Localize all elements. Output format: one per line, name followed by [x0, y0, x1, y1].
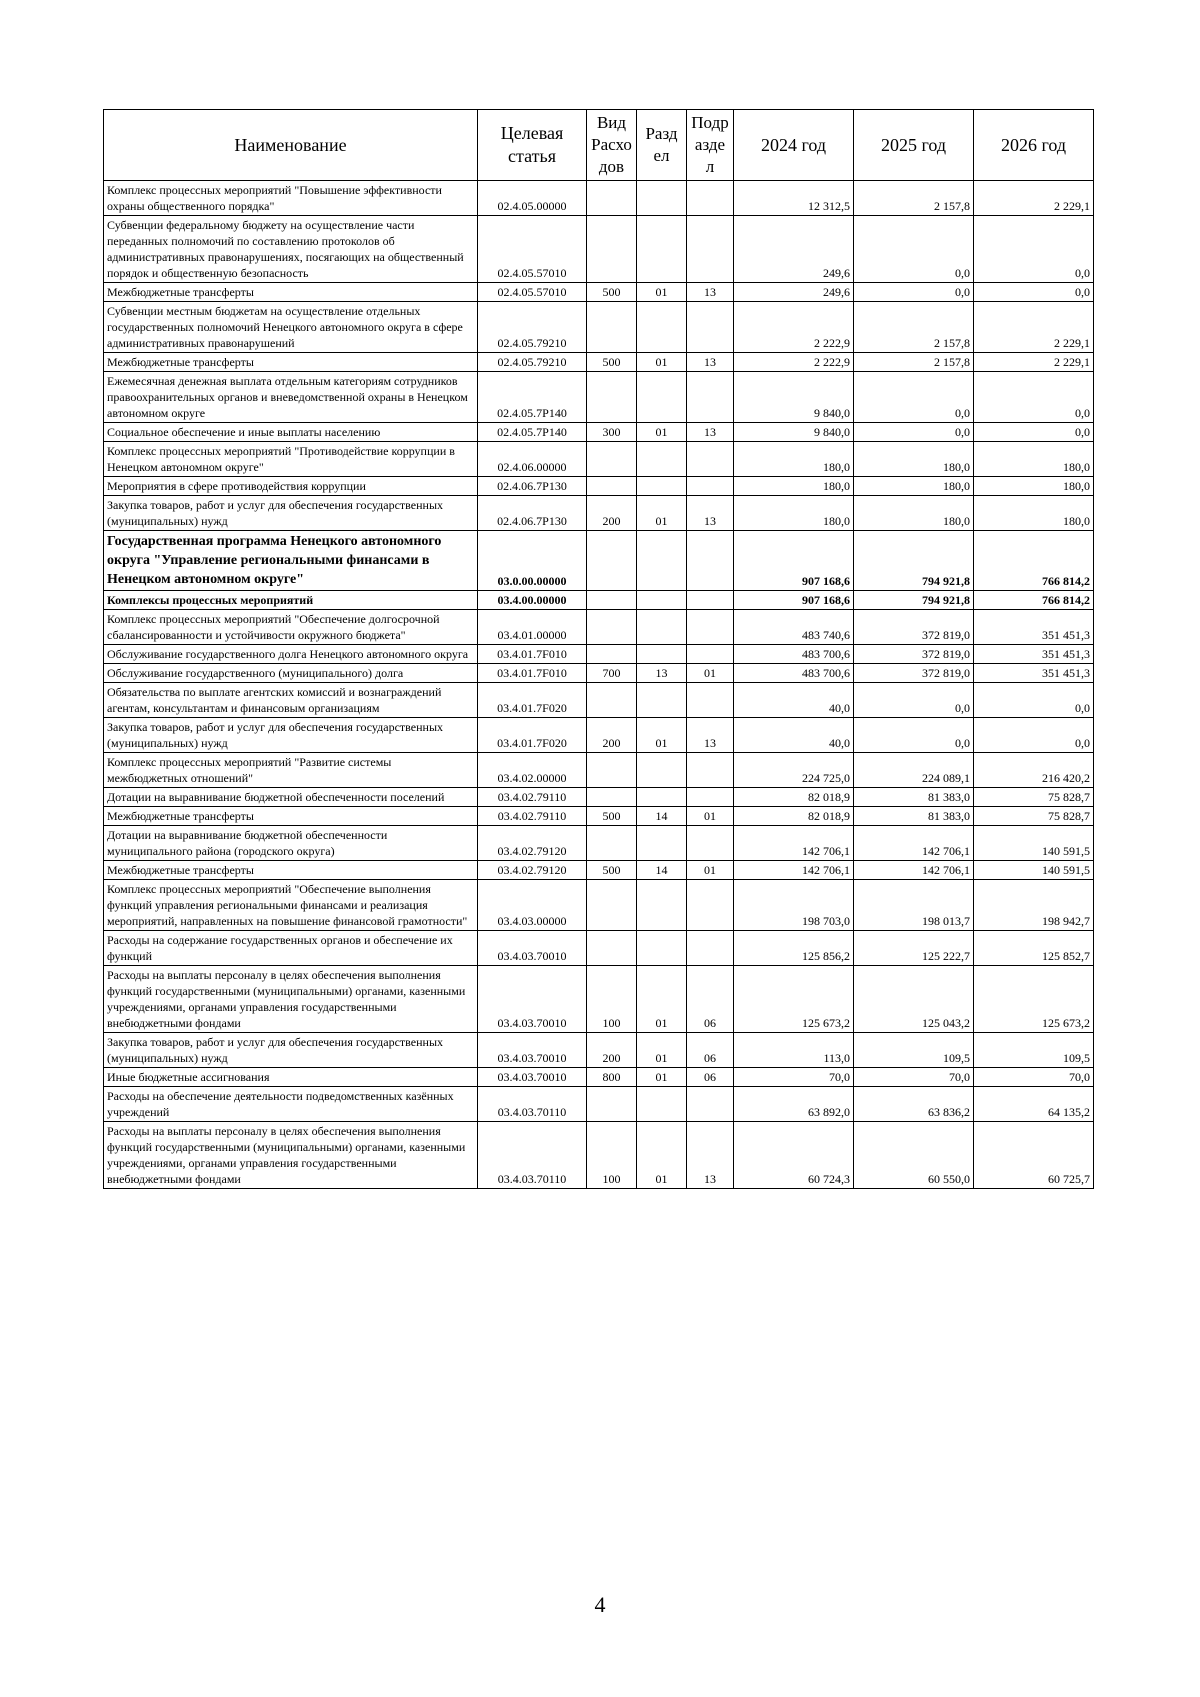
cell-kind [587, 645, 637, 664]
cell-subsection [687, 683, 734, 718]
cell-section [637, 591, 687, 610]
cell-name: Иные бюджетные ассигнования [104, 1068, 478, 1087]
cell-2025: 794 921,8 [854, 531, 974, 591]
table-row [104, 1087, 1094, 1122]
table-row [104, 372, 1094, 423]
table-row [104, 610, 1094, 645]
cell-name: Дотации на выравнивание бюджетной обеспеченности муниципального района (городского округа) [104, 826, 478, 861]
cell-kind: 500 [587, 861, 637, 880]
cell-2026: 351 451,3 [974, 664, 1094, 683]
cell-kind: 500 [587, 283, 637, 302]
cell-2025: 372 819,0 [854, 664, 974, 683]
cell-2024: 40,0 [734, 683, 854, 718]
cell-2024: 82 018,9 [734, 788, 854, 807]
cell-subsection: 13 [687, 1122, 734, 1189]
cell-section [637, 1087, 687, 1122]
cell-2025: 198 013,7 [854, 880, 974, 931]
cell-target: 02.4.05.00000 [478, 181, 587, 216]
cell-subsection: 13 [687, 353, 734, 372]
cell-2024: 125 673,2 [734, 966, 854, 1033]
cell-section [637, 181, 687, 216]
cell-2026: 180,0 [974, 442, 1094, 477]
cell-kind [587, 181, 637, 216]
cell-subsection: 06 [687, 1068, 734, 1087]
cell-target: 02.4.05.79210 [478, 302, 587, 353]
cell-2026: 2 229,1 [974, 353, 1094, 372]
cell-2025: 2 157,8 [854, 353, 974, 372]
cell-2024: 70,0 [734, 1068, 854, 1087]
cell-subsection: 13 [687, 496, 734, 531]
table-row [104, 931, 1094, 966]
cell-section: 01 [637, 1068, 687, 1087]
cell-2024: 907 168,6 [734, 531, 854, 591]
cell-2026: 60 725,7 [974, 1122, 1094, 1189]
cell-2025: 0,0 [854, 216, 974, 283]
cell-kind [587, 610, 637, 645]
cell-2024: 2 222,9 [734, 353, 854, 372]
cell-kind [587, 880, 637, 931]
cell-target: 03.4.03.70110 [478, 1087, 587, 1122]
budget-table [103, 109, 1094, 1189]
cell-2025: 142 706,1 [854, 861, 974, 880]
cell-2024: 60 724,3 [734, 1122, 854, 1189]
cell-2024: 483 700,6 [734, 645, 854, 664]
cell-subsection [687, 788, 734, 807]
cell-2025: 2 157,8 [854, 181, 974, 216]
cell-2025: 109,5 [854, 1033, 974, 1068]
cell-kind: 200 [587, 718, 637, 753]
table-row [104, 880, 1094, 931]
cell-2024: 907 168,6 [734, 591, 854, 610]
cell-subsection [687, 1087, 734, 1122]
cell-section [637, 372, 687, 423]
cell-2024: 9 840,0 [734, 423, 854, 442]
table-row [104, 216, 1094, 283]
cell-name: Закупка товаров, работ и услуг для обеспечения государственных (муниципальных) нужд [104, 496, 478, 531]
cell-2025: 81 383,0 [854, 807, 974, 826]
cell-2025: 180,0 [854, 496, 974, 531]
cell-name: Расходы на выплаты персоналу в целях обеспечения выполнения функций государственными (муниципальными) органами, казенными учреждениями, органами управления государственными внебюджетными фондами [104, 1122, 478, 1189]
cell-name: Комплексы процессных мероприятий [104, 591, 478, 610]
table-row [104, 753, 1094, 788]
cell-section [637, 610, 687, 645]
cell-name: Комплекс процессных мероприятий "Развитие системы межбюджетных отношений" [104, 753, 478, 788]
cell-name: Обслуживание государственного (муниципального) долга [104, 664, 478, 683]
table-row [104, 531, 1094, 591]
cell-section [637, 826, 687, 861]
header-2024: 2024 год [734, 110, 854, 181]
cell-name: Обслуживание государственного долга Ненецкого автономного округа [104, 645, 478, 664]
cell-2026: 766 814,2 [974, 531, 1094, 591]
cell-2026: 109,5 [974, 1033, 1094, 1068]
cell-section [637, 302, 687, 353]
cell-2024: 180,0 [734, 496, 854, 531]
cell-section [637, 931, 687, 966]
cell-subsection: 13 [687, 718, 734, 753]
cell-2025: 63 836,2 [854, 1087, 974, 1122]
cell-subsection [687, 442, 734, 477]
cell-subsection [687, 477, 734, 496]
cell-name: Межбюджетные трансферты [104, 283, 478, 302]
cell-2026: 180,0 [974, 496, 1094, 531]
cell-2024: 249,6 [734, 283, 854, 302]
cell-2024: 9 840,0 [734, 372, 854, 423]
cell-kind: 500 [587, 353, 637, 372]
cell-kind [587, 683, 637, 718]
cell-name: Обязательства по выплате агентских комиссий и вознаграждений агентам, консультантам и финансовым организациям [104, 683, 478, 718]
header-2025: 2025 год [854, 110, 974, 181]
cell-section: 14 [637, 861, 687, 880]
cell-name: Межбюджетные трансферты [104, 861, 478, 880]
cell-2025: 70,0 [854, 1068, 974, 1087]
cell-name: Государственная программа Ненецкого автономного округа "Управление региональными финансами в Ненецком автономном округе" [104, 531, 478, 591]
cell-kind [587, 442, 637, 477]
cell-2024: 249,6 [734, 216, 854, 283]
cell-section [637, 531, 687, 591]
cell-target: 03.4.02.79110 [478, 788, 587, 807]
cell-target: 03.4.03.70010 [478, 1068, 587, 1087]
cell-target: 03.4.01.7F010 [478, 664, 587, 683]
cell-2026: 70,0 [974, 1068, 1094, 1087]
cell-target: 03.4.02.79120 [478, 826, 587, 861]
cell-2026: 0,0 [974, 423, 1094, 442]
table-row [104, 718, 1094, 753]
cell-subsection [687, 591, 734, 610]
cell-2024: 483 740,6 [734, 610, 854, 645]
table-row [104, 861, 1094, 880]
cell-target: 02.4.05.79210 [478, 353, 587, 372]
cell-2024: 180,0 [734, 477, 854, 496]
cell-2026: 0,0 [974, 283, 1094, 302]
cell-target: 02.4.06.7P130 [478, 477, 587, 496]
cell-subsection: 13 [687, 283, 734, 302]
table-row [104, 1068, 1094, 1087]
cell-2026: 75 828,7 [974, 807, 1094, 826]
cell-2025: 372 819,0 [854, 610, 974, 645]
table-body [104, 181, 1094, 1189]
cell-section: 01 [637, 1122, 687, 1189]
table-row [104, 966, 1094, 1033]
cell-subsection: 01 [687, 861, 734, 880]
cell-subsection [687, 753, 734, 788]
cell-2026: 0,0 [974, 683, 1094, 718]
cell-target: 03.4.02.79110 [478, 807, 587, 826]
cell-2026: 0,0 [974, 372, 1094, 423]
cell-subsection: 01 [687, 664, 734, 683]
cell-name: Мероприятия в сфере противодействия коррупции [104, 477, 478, 496]
cell-2025: 180,0 [854, 477, 974, 496]
cell-subsection [687, 931, 734, 966]
cell-2025: 142 706,1 [854, 826, 974, 861]
cell-name: Субвенции местным бюджетам на осуществление отдельных государственных полномочий Ненецкого автономного округа в сфере административных правонарушений [104, 302, 478, 353]
table-row [104, 423, 1094, 442]
cell-2026: 140 591,5 [974, 826, 1094, 861]
cell-name: Субвенции федеральному бюджету на осуществление части переданных полномочий по составлению протоколов об административных правонарушениях, посягающих на общественный порядок и общественную безопасность [104, 216, 478, 283]
table-row [104, 788, 1094, 807]
cell-name: Дотации на выравнивание бюджетной обеспеченности поселений [104, 788, 478, 807]
cell-2024: 180,0 [734, 442, 854, 477]
cell-subsection: 13 [687, 423, 734, 442]
cell-2024: 63 892,0 [734, 1087, 854, 1122]
table-row [104, 283, 1094, 302]
table-row [104, 664, 1094, 683]
cell-subsection [687, 216, 734, 283]
cell-2025: 372 819,0 [854, 645, 974, 664]
cell-section [637, 216, 687, 283]
cell-section [637, 753, 687, 788]
table-row [104, 591, 1094, 610]
cell-2026: 125 673,2 [974, 966, 1094, 1033]
cell-target: 02.4.05.7P140 [478, 372, 587, 423]
cell-kind: 100 [587, 966, 637, 1033]
cell-subsection [687, 531, 734, 591]
cell-2025: 0,0 [854, 283, 974, 302]
cell-target: 03.4.01.00000 [478, 610, 587, 645]
table-row [104, 302, 1094, 353]
cell-2025: 0,0 [854, 718, 974, 753]
cell-2025: 0,0 [854, 423, 974, 442]
cell-kind [587, 591, 637, 610]
cell-target: 02.4.05.7P140 [478, 423, 587, 442]
cell-target: 03.4.02.79120 [478, 861, 587, 880]
cell-subsection [687, 181, 734, 216]
cell-section: 01 [637, 966, 687, 1033]
cell-subsection: 06 [687, 1033, 734, 1068]
cell-2026: 125 852,7 [974, 931, 1094, 966]
cell-kind: 500 [587, 807, 637, 826]
cell-section [637, 880, 687, 931]
table-row [104, 826, 1094, 861]
cell-subsection [687, 880, 734, 931]
cell-2026: 140 591,5 [974, 861, 1094, 880]
header-target: Целевая статья [478, 110, 587, 181]
cell-kind: 100 [587, 1122, 637, 1189]
cell-section [637, 683, 687, 718]
cell-name: Социальное обеспечение и иные выплаты населению [104, 423, 478, 442]
table-row [104, 496, 1094, 531]
cell-2026: 2 229,1 [974, 181, 1094, 216]
cell-section: 01 [637, 283, 687, 302]
cell-target: 03.4.03.00000 [478, 880, 587, 931]
cell-subsection [687, 302, 734, 353]
cell-subsection [687, 372, 734, 423]
cell-section: 01 [637, 1033, 687, 1068]
cell-2025: 125 043,2 [854, 966, 974, 1033]
cell-2026: 351 451,3 [974, 645, 1094, 664]
table-row [104, 442, 1094, 477]
cell-kind [587, 531, 637, 591]
cell-section: 01 [637, 423, 687, 442]
cell-name: Закупка товаров, работ и услуг для обеспечения государственных (муниципальных) нужд [104, 1033, 478, 1068]
cell-2026: 2 229,1 [974, 302, 1094, 353]
cell-target: 02.4.05.57010 [478, 283, 587, 302]
cell-kind [587, 216, 637, 283]
cell-kind [587, 788, 637, 807]
header-2026: 2026 год [974, 110, 1094, 181]
cell-2026: 216 420,2 [974, 753, 1094, 788]
cell-2026: 75 828,7 [974, 788, 1094, 807]
cell-target: 03.4.02.00000 [478, 753, 587, 788]
cell-2024: 125 856,2 [734, 931, 854, 966]
cell-2026: 180,0 [974, 477, 1094, 496]
cell-kind: 200 [587, 1033, 637, 1068]
cell-target: 02.4.06.00000 [478, 442, 587, 477]
cell-target: 03.4.01.7F010 [478, 645, 587, 664]
cell-section: 01 [637, 718, 687, 753]
header-kind: Вид Расхо дов [587, 110, 637, 181]
cell-2025: 224 089,1 [854, 753, 974, 788]
cell-name: Комплекс процессных мероприятий "Обеспечение выполнения функций управления региональными финансами и реализация мероприятий, направленных на повышение финансовой грамотности" [104, 880, 478, 931]
cell-target: 03.0.00.00000 [478, 531, 587, 591]
cell-name: Закупка товаров, работ и услуг для обеспечения государственных (муниципальных) нужд [104, 718, 478, 753]
cell-2024: 483 700,6 [734, 664, 854, 683]
cell-kind [587, 1087, 637, 1122]
cell-2026: 766 814,2 [974, 591, 1094, 610]
cell-target: 03.4.00.00000 [478, 591, 587, 610]
cell-2026: 198 942,7 [974, 880, 1094, 931]
cell-2025: 125 222,7 [854, 931, 974, 966]
cell-2026: 351 451,3 [974, 610, 1094, 645]
table-row [104, 181, 1094, 216]
cell-kind [587, 477, 637, 496]
cell-name: Межбюджетные трансферты [104, 807, 478, 826]
cell-name: Расходы на обеспечение деятельности подведомственных казённых учреждений [104, 1087, 478, 1122]
cell-kind [587, 372, 637, 423]
cell-2025: 81 383,0 [854, 788, 974, 807]
cell-target: 03.4.03.70110 [478, 1122, 587, 1189]
cell-name: Ежемесячная денежная выплата отдельным категориям сотрудников правоохранительных органов и вневедомственной охраны в Ненецком автономном округе [104, 372, 478, 423]
cell-2024: 224 725,0 [734, 753, 854, 788]
cell-target: 03.4.01.7F020 [478, 718, 587, 753]
cell-name: Комплекс процессных мероприятий "Повышение эффективности охраны общественного порядка" [104, 181, 478, 216]
cell-2024: 82 018,9 [734, 807, 854, 826]
table-row [104, 1033, 1094, 1068]
cell-2025: 794 921,8 [854, 591, 974, 610]
cell-2024: 198 703,0 [734, 880, 854, 931]
cell-target: 02.4.06.7P130 [478, 496, 587, 531]
cell-2024: 2 222,9 [734, 302, 854, 353]
cell-2024: 142 706,1 [734, 861, 854, 880]
cell-2024: 113,0 [734, 1033, 854, 1068]
page-number: 4 [594, 1592, 606, 1617]
cell-kind [587, 302, 637, 353]
cell-kind [587, 826, 637, 861]
table-row [104, 477, 1094, 496]
table-row [104, 353, 1094, 372]
cell-section [637, 442, 687, 477]
cell-2025: 0,0 [854, 683, 974, 718]
header-name: Наименование [104, 110, 478, 181]
cell-2024: 12 312,5 [734, 181, 854, 216]
cell-section: 14 [637, 807, 687, 826]
table-row [104, 807, 1094, 826]
cell-subsection [687, 826, 734, 861]
cell-section: 01 [637, 496, 687, 531]
cell-section [637, 477, 687, 496]
table-row [104, 1122, 1094, 1189]
cell-section: 01 [637, 353, 687, 372]
cell-2025: 180,0 [854, 442, 974, 477]
cell-kind: 700 [587, 664, 637, 683]
header-row [104, 110, 1094, 181]
cell-kind: 200 [587, 496, 637, 531]
cell-name: Расходы на выплаты персоналу в целях обеспечения выполнения функций государственными (муниципальными) органами, казенными учреждениями, органами управления государственными внебюджетными фондами [104, 966, 478, 1033]
cell-kind: 800 [587, 1068, 637, 1087]
cell-name: Расходы на содержание государственных органов и обеспечение их функций [104, 931, 478, 966]
cell-2025: 2 157,8 [854, 302, 974, 353]
cell-2026: 0,0 [974, 216, 1094, 283]
cell-target: 03.4.03.70010 [478, 931, 587, 966]
cell-name: Межбюджетные трансферты [104, 353, 478, 372]
cell-2025: 60 550,0 [854, 1122, 974, 1189]
table-row [104, 645, 1094, 664]
cell-target: 03.4.03.70010 [478, 966, 587, 1033]
cell-subsection: 01 [687, 807, 734, 826]
cell-subsection [687, 610, 734, 645]
cell-2024: 142 706,1 [734, 826, 854, 861]
cell-section [637, 788, 687, 807]
cell-subsection [687, 645, 734, 664]
cell-kind [587, 753, 637, 788]
cell-section: 13 [637, 664, 687, 683]
table-row [104, 683, 1094, 718]
header-subsection: Подр азде л [687, 110, 734, 181]
cell-target: 03.4.01.7F020 [478, 683, 587, 718]
cell-target: 03.4.03.70010 [478, 1033, 587, 1068]
header-section: Разд ел [637, 110, 687, 181]
cell-2026: 64 135,2 [974, 1087, 1094, 1122]
cell-target: 02.4.05.57010 [478, 216, 587, 283]
cell-subsection: 06 [687, 966, 734, 1033]
cell-section [637, 645, 687, 664]
cell-name: Комплекс процессных мероприятий "Противодействие коррупции в Ненецком автономном округе" [104, 442, 478, 477]
cell-2024: 40,0 [734, 718, 854, 753]
cell-2026: 0,0 [974, 718, 1094, 753]
table-header [104, 110, 1094, 181]
cell-2025: 0,0 [854, 372, 974, 423]
cell-kind [587, 931, 637, 966]
cell-name: Комплекс процессных мероприятий "Обеспечение долгосрочной сбалансированности и устойчивости окружного бюджета" [104, 610, 478, 645]
cell-kind: 300 [587, 423, 637, 442]
